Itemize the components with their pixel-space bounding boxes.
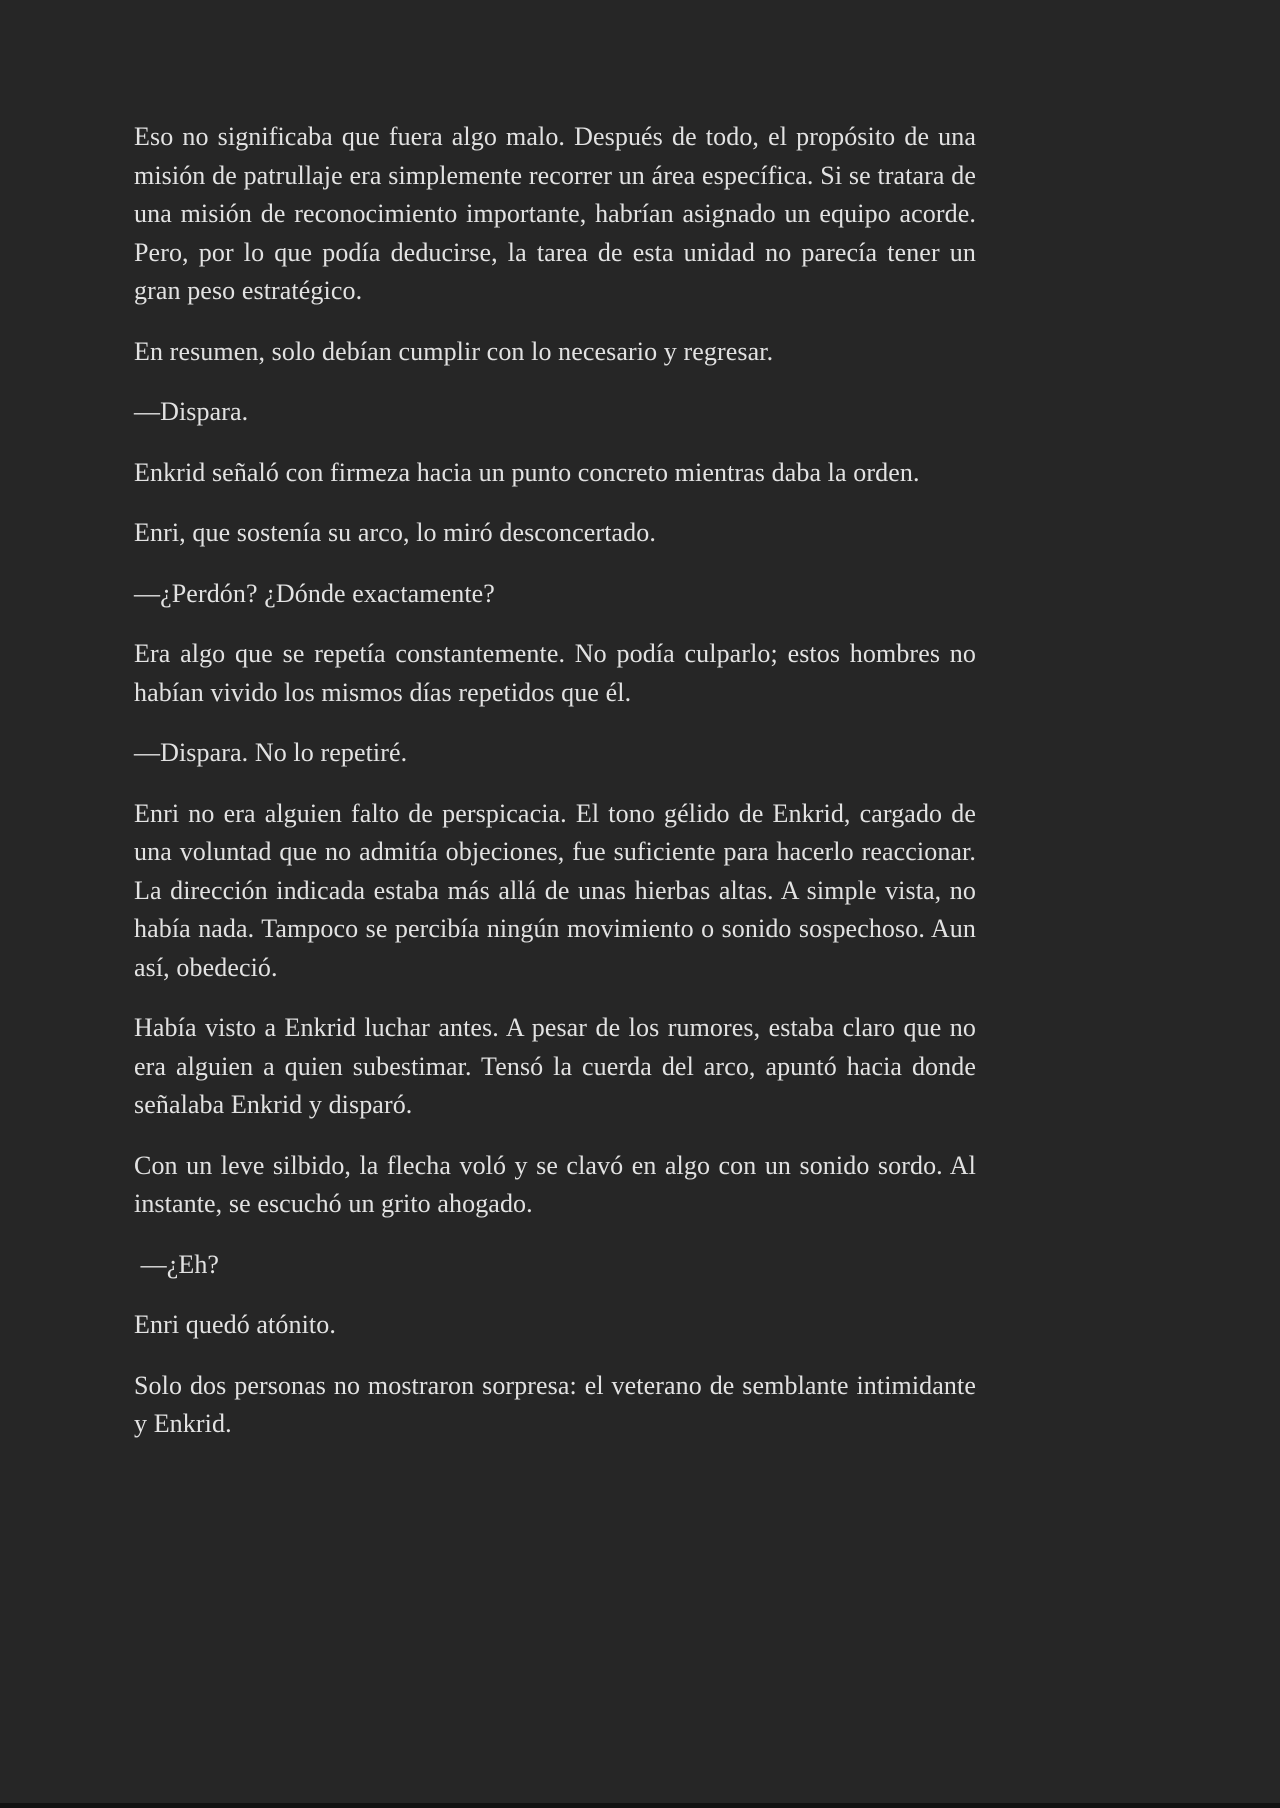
paragraph: —¿Perdón? ¿Dónde exactamente? (134, 578, 495, 608)
bottom-edge-bar (0, 1803, 1280, 1808)
paragraph: Enkrid señaló con firmeza hacia un punto concreto mientras daba la orden. (134, 457, 920, 487)
paragraph: —Dispara. (134, 397, 249, 426)
paragraph: —Dispara. No lo repetiré. (134, 738, 408, 767)
paragraph: Enri quedó atónito. (134, 1310, 336, 1339)
paragraph: Enri no era alguien falto de perspicacia. El tono gélido de Enkrid, cargado de una voluntad que no admitía objeciones, fue suficiente para hacerlo reaccionar. La dirección indicada estaba más allá de unas hierbas altas. A simple vista, no había nada. Tampoco se percibía ningún movimiento o sonido sospechoso. Aun así, obedeció. (134, 798, 976, 982)
paragraph: Eso no significaba que fuera algo malo. Después de todo, el propósito de una misión de patrullaje era simplemente recorrer un área específica. Si se tratara de una misión de reconocimiento importante, habrían asignado un equipo acorde. Pero, por lo que podía deducirse, la tarea de esta unidad no parecía tener un gran peso estratégico. (134, 122, 976, 305)
paragraph: Era algo que se repetía constantemente. No podía culparlo; estos hombres no habían vivido los mismos días repetidos que él. (134, 639, 976, 707)
paragraph: Enri, que sostenía su arco, lo miró desconcertado. (134, 518, 656, 547)
paragraph: En resumen, solo debían cumplir con lo necesario y regresar. (134, 336, 774, 366)
paragraph: Había visto a Enkrid luchar antes. A pesar de los rumores, estaba claro que no era alguien a quien subestimar. Tensó la cuerda del arco, apuntó hacia donde señalaba Enkrid y disparó. (134, 1013, 976, 1119)
paragraph: —¿Eh? (134, 1249, 220, 1279)
paragraph: Solo dos personas no mostraron sorpresa: el veterano de semblante intimidante y Enkrid. (134, 1370, 976, 1438)
story-text-column (134, 118, 976, 1444)
paragraph: Con un leve silbido, la flecha voló y se clavó en algo con un sonido sordo. Al instante, se escuchó un grito ahogado. (134, 1150, 976, 1218)
